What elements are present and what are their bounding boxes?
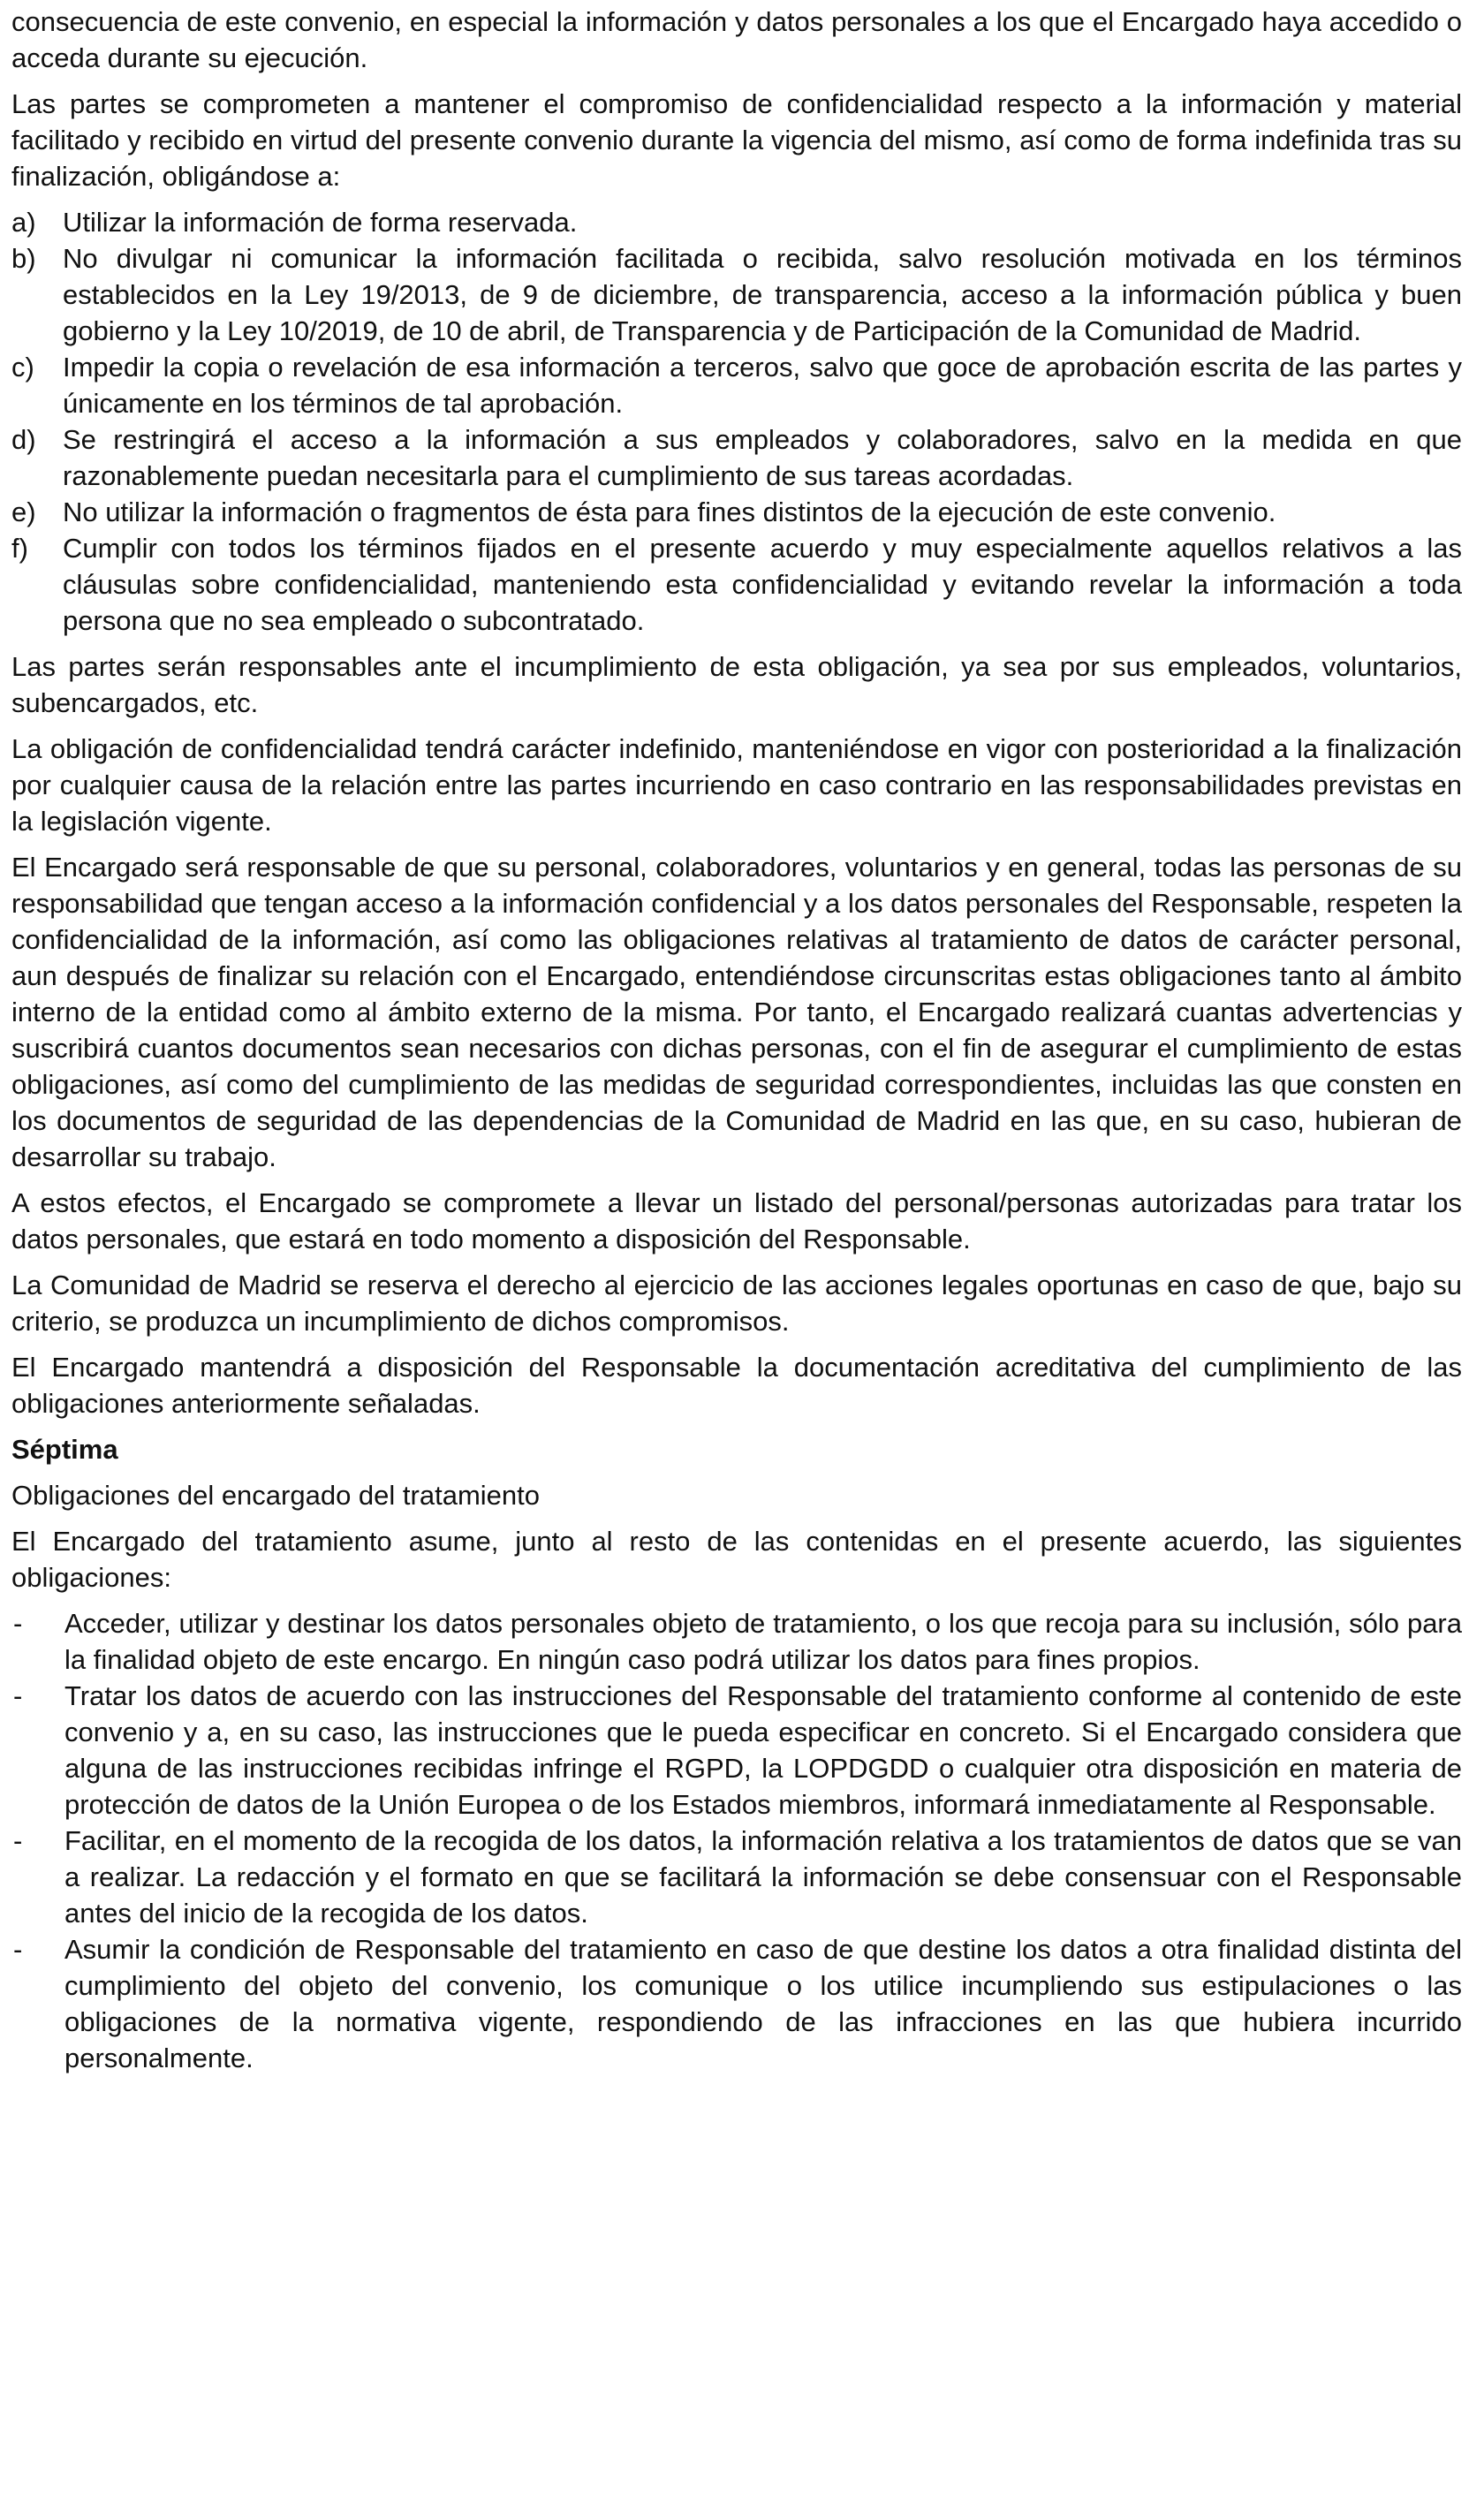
list-item <box>11 494 1462 530</box>
list-item-text: Impedir la copia o revelación de esa información a terceros, salvo que goce de aprobación escrita de las partes y únicamente en los términos de tal aprobación. <box>63 352 1462 419</box>
paragraph-authorized-personnel: A estos efectos, el Encargado se compromete a llevar un listado del personal/personas autorizadas para tratar los datos personales, que estará en todo momento a disposición del Responsable. <box>11 1187 1462 1254</box>
list-item <box>11 530 1462 639</box>
list-marker: f) <box>11 533 28 564</box>
list-marker: - <box>13 1608 23 1639</box>
list-item-text: Cumplir con todos los términos fijados en el presente acuerdo y muy especialmente aquellos relativos a las cláusulas sobre confidencialidad, manteniendo esta confidencialidad y evitando revelar la información a toda persona que no sea empleado o subcontratado. <box>63 533 1462 636</box>
list-item <box>11 1678 1462 1823</box>
processor-obligations-list <box>11 1605 1462 2076</box>
list-item-text: Facilitar, en el momento de la recogida de los datos, la información relativa a los tratamientos de datos que se van a realizar. La redacción y el formato en que se facilitará la información se debe consensuar con el Responsable antes del inicio de la recogida de los datos. <box>64 1825 1462 1929</box>
section-subtitle: Obligaciones del encargado del tratamiento <box>11 1480 540 1511</box>
list-marker: b) <box>11 243 36 274</box>
list-item <box>11 204 1462 240</box>
section-heading: Séptima <box>11 1434 118 1465</box>
list-item <box>11 1605 1462 1678</box>
paragraph-personnel-responsibility: El Encargado será responsable de que su personal, colaboradores, voluntarios y en general, todas las personas de su responsabilidad que tengan acceso a la información confidencial y a los datos personales del Responsable, respeten la confidencialidad de la información, así como las obligaciones relativas al tratamiento de datos de carácter personal, aun después de finalizar su relación con el Encargado, entendiéndose circunscritas estas obligaciones tanto al ámbito interno de la entidad como al ámbito externo de la misma. Por tanto, el Encargado realizará cuantas advertencias y suscribirá cuantos documentos sean necesarios con dichas personas, con el fin de asegurar el cumplimiento de estas obligaciones, así como del cumplimiento de las medidas de seguridad correspondientes, incluidas las que consten en los documentos de seguridad de las dependencias de la Comunidad de Madrid en las que, en su caso, hubieran de desarrollar su trabajo. <box>11 852 1462 1172</box>
list-item-text: No divulgar ni comunicar la información facilitada o recibida, salvo resolución motivada en los términos establecidos en la Ley 19/2013, de 9 de diciembre, de transparencia, acceso a la información pública y buen gobierno y la Ley 10/2019, de 10 de abril, de Transparencia y de Participación de la Comunidad de Madrid. <box>63 243 1462 346</box>
list-item <box>11 421 1462 494</box>
list-marker: - <box>13 1825 23 1856</box>
list-marker: c) <box>11 352 34 383</box>
list-item <box>11 349 1462 421</box>
document-page <box>11 4 1462 2086</box>
list-item <box>11 1823 1462 1931</box>
list-marker: e) <box>11 496 36 527</box>
list-item-text: No utilizar la información o fragmentos de ésta para fines distintos de la ejecución de este convenio. <box>63 496 1276 527</box>
list-item-text: Se restringirá el acceso a la información a sus empleados y colaboradores, salvo en la medida en que razonablemente puedan necesitarla para el cumplimiento de sus tareas acordadas. <box>63 424 1462 491</box>
list-marker: - <box>13 1934 23 1965</box>
list-item-text: Utilizar la información de forma reservada. <box>63 207 578 238</box>
paragraph-responsibility: Las partes serán responsables ante el incumplimiento de esta obligación, ya sea por sus empleados, voluntarios, subencargados, etc. <box>11 651 1462 718</box>
section-intro: El Encargado del tratamiento asume, junto al resto de las contenidas en el presente acuerdo, las siguientes obligaciones: <box>11 1526 1462 1593</box>
list-marker: d) <box>11 424 36 455</box>
paragraph-intro-1: consecuencia de este convenio, en especial la información y datos personales a los que el Encargado haya accedido o acceda durante su ejecución. <box>11 6 1462 73</box>
paragraph-legal-actions: La Comunidad de Madrid se reserva el derecho al ejercicio de las acciones legales oportunas en caso de que, bajo su criterio, se produzca un incumplimiento de dichos compromisos. <box>11 1270 1462 1337</box>
confidentiality-obligations-list <box>11 204 1462 639</box>
list-item <box>11 240 1462 349</box>
paragraph-indefinite-confidentiality: La obligación de confidencialidad tendrá carácter indefinido, manteniéndose en vigor con posterioridad a la finalización por cualquier causa de la relación entre las partes incurriendo en caso contrario en las responsabilidades previstas en la legislación vigente. <box>11 733 1462 837</box>
list-marker: a) <box>11 207 36 238</box>
list-item <box>11 1931 1462 2076</box>
paragraph-intro-2: Las partes se comprometen a mantener el compromiso de confidencialidad respecto a la información y material facilitado y recibido en virtud del presente convenio durante la vigencia del mismo, así como de forma indefinida tras su finalización, obligándose a: <box>11 88 1462 192</box>
list-item-text: Tratar los datos de acuerdo con las instrucciones del Responsable del tratamiento conforme al contenido de este convenio y a, en su caso, las instrucciones que le pueda especificar en concreto. Si el Encargado considera que alguna de las instrucciones recibidas infringe el RGPD, la LOPDGDD o cualquier otra disposición en materia de protección de datos de la Unión Europea o de los Estados miembros, informará inmediatamente al Responsable. <box>64 1680 1462 1820</box>
paragraph-documentation: El Encargado mantendrá a disposición del Responsable la documentación acreditativa del cumplimiento de las obligaciones anteriormente señaladas. <box>11 1352 1462 1419</box>
list-item-text: Asumir la condición de Responsable del tratamiento en caso de que destine los datos a otra finalidad distinta del cumplimiento del objeto del convenio, los comunique o los utilice incumpliendo sus estipulaciones o las obligaciones de la normativa vigente, respondiendo de las infracciones en las que hubiera incurrido personalmente. <box>64 1934 1462 2073</box>
list-marker: - <box>13 1680 23 1711</box>
list-item-text: Acceder, utilizar y destinar los datos personales objeto de tratamiento, o los que recoja para su inclusión, sólo para la finalidad objeto de este encargo. En ningún caso podrá utilizar los datos para fines propios. <box>64 1608 1462 1675</box>
